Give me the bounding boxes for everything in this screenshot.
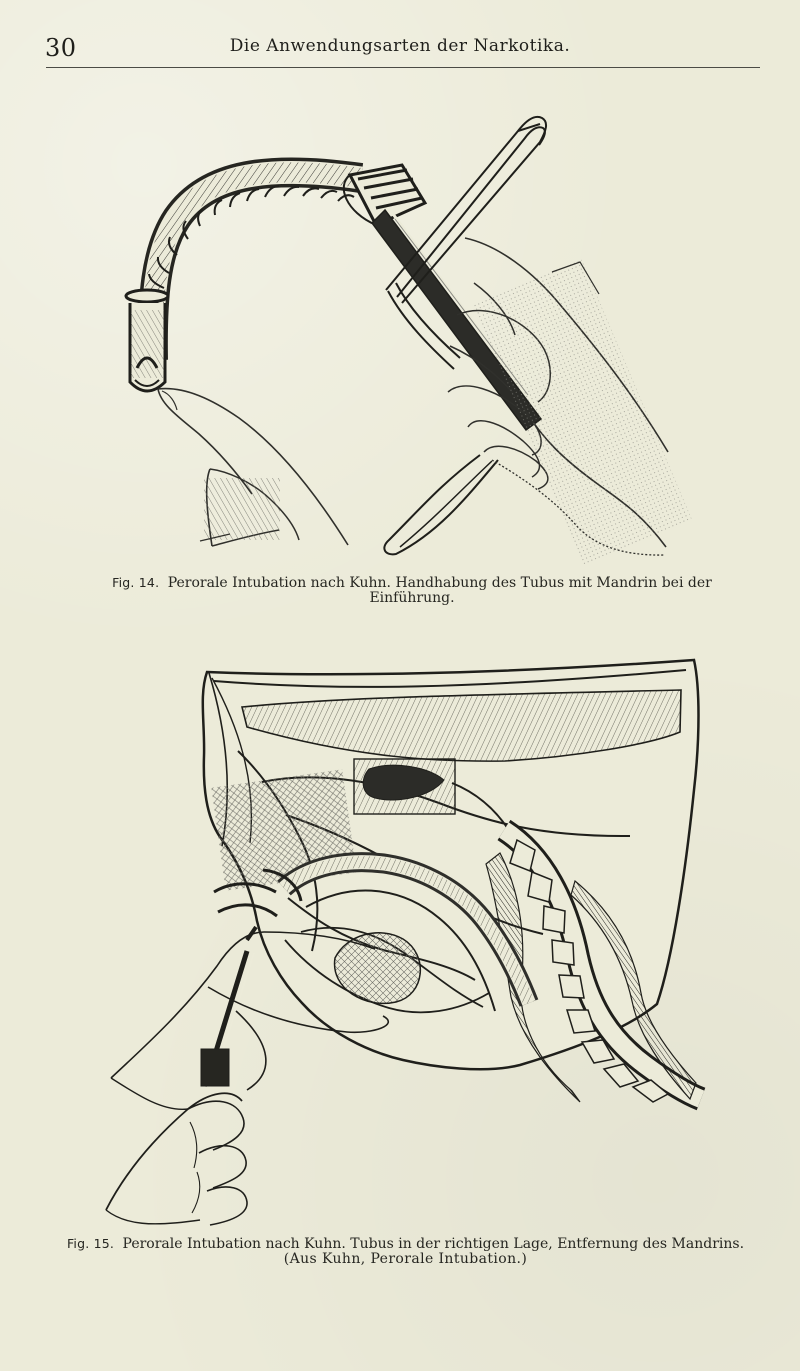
figure-15-illustration: [96, 650, 712, 1230]
figure-14-label: Fig. 14.: [112, 575, 160, 590]
figure-15-source: (Aus Kuhn, Perorale Intubation.): [283, 1251, 528, 1268]
header-rule: [46, 67, 760, 68]
right-hand: [448, 238, 692, 566]
left-hand: [158, 389, 348, 546]
figure-14-drawing: [100, 100, 720, 570]
running-head: Die Anwendungsarten der Narkotika.: [229, 36, 571, 56]
coiled-tube: [133, 172, 361, 360]
figure-14-caption-second: Einführung.: [369, 590, 455, 607]
figure-15-caption: [43, 1237, 768, 1268]
figure-15-caption-main: Perorale Intubation nach Kuhn. Tubus in der richtigen Lage, Entfernung des Mandrins.: [122, 1236, 745, 1252]
figure-15-label: Fig. 15.: [66, 1236, 115, 1251]
figure-15-drawing: [96, 650, 712, 1230]
tube-end: [126, 290, 168, 391]
figure-14-caption-main: Perorale Intubation nach Kuhn. Handhabung des Tubus mit Mandrin bei der: [167, 575, 712, 591]
figure-14-illustration: [100, 100, 720, 570]
figure-14-caption: [62, 576, 762, 607]
page-number: 30: [45, 34, 77, 62]
